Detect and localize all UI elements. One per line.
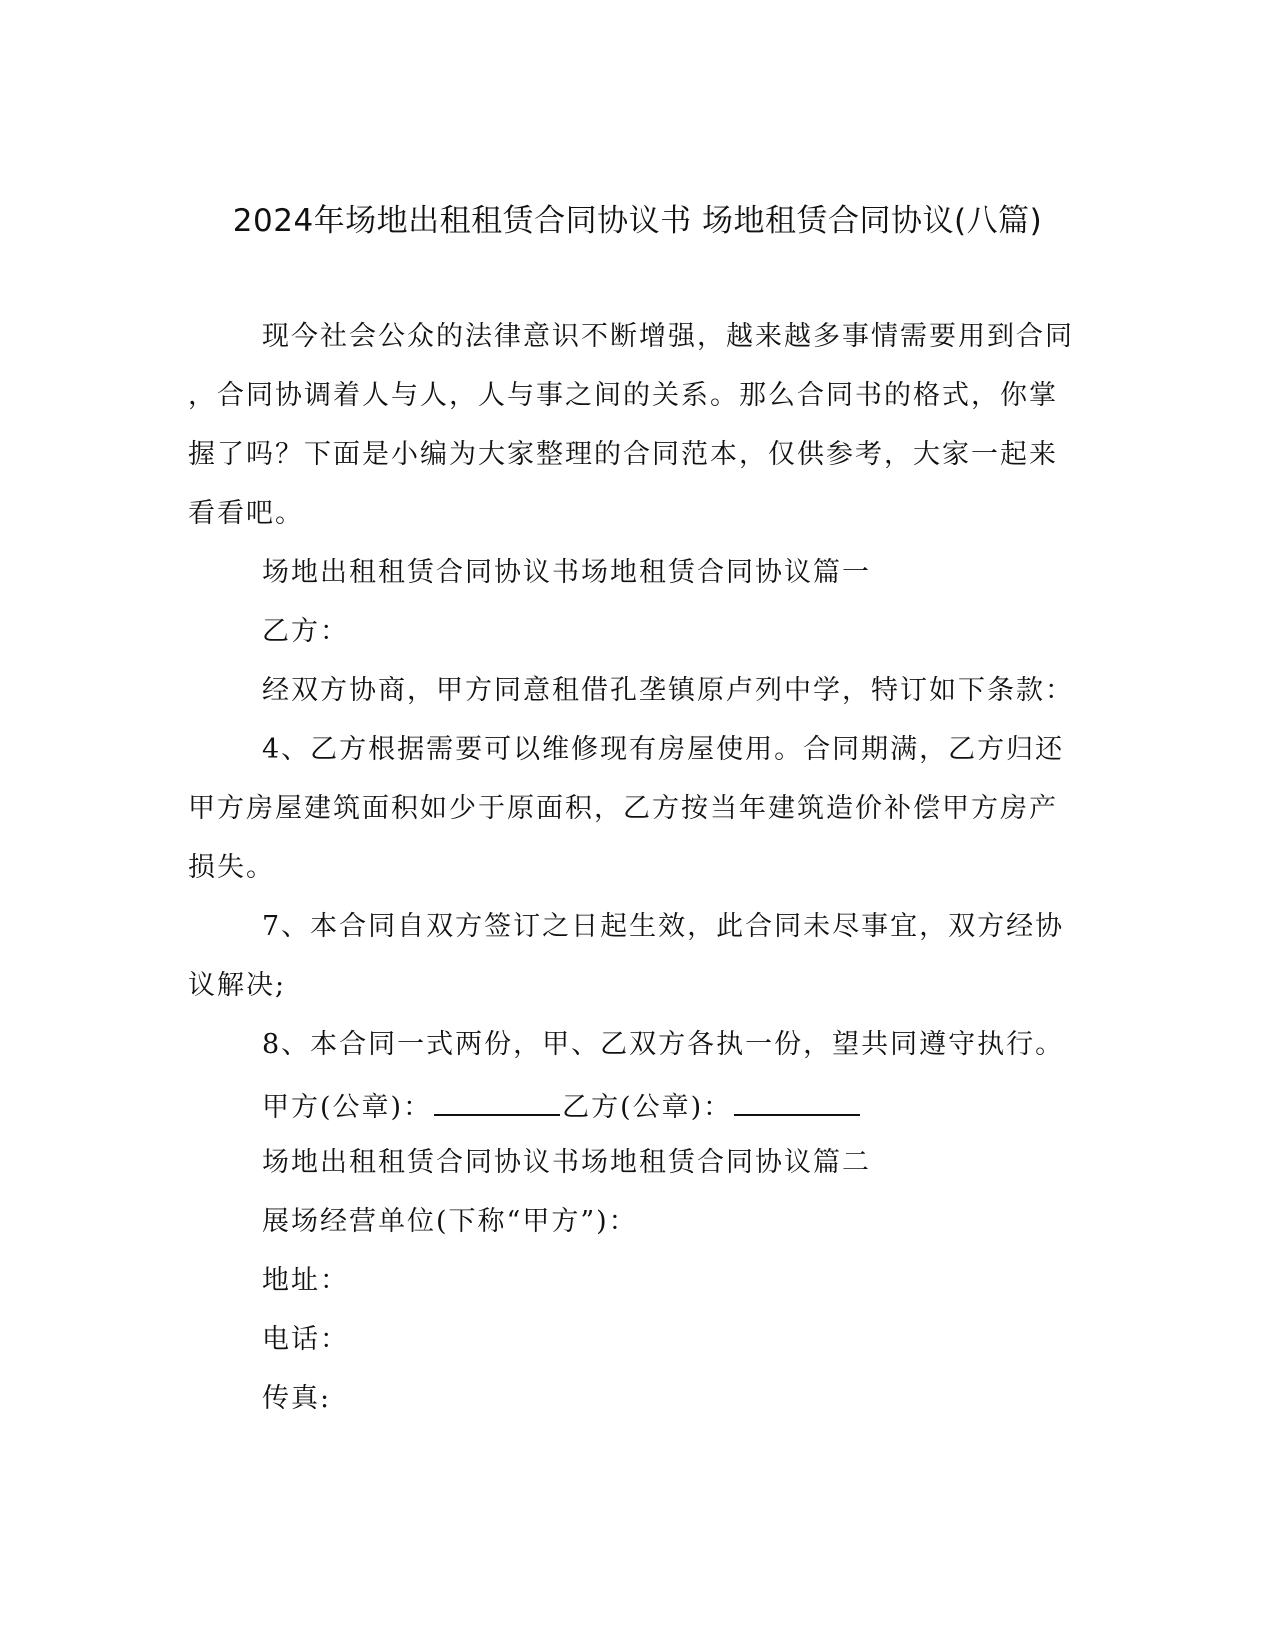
section-heading: 场地出租租赁合同协议书场地租赁合同协议篇一 [262,557,871,588]
party-b-seal-blank [734,1084,860,1116]
address-label: 地址： [262,1265,349,1296]
seal-line [262,1084,862,1128]
clause-line: 4、乙方根据需要可以维修现有房屋使用。合同期满，乙方归还 [262,734,1065,765]
agreement-line: 经双方协商，甲方同意租借孔垄镇原卢列中学，特订如下条款： [262,675,1074,706]
section-heading: 场地出租租赁合同协议书场地租赁合同协议篇二 [262,1147,871,1178]
operator-label: 展场经营单位(下称“甲方”)： [262,1206,638,1237]
clause-line: 损失。 [188,852,275,883]
clause-line: 7、本合同自双方签订之日起生效，此合同未尽事宜，双方经协 [262,911,1065,942]
clause-line: 甲方房屋建筑面积如少于原面积，乙方按当年建筑造价补偿甲方房产 [188,793,1058,824]
document-title: 2024年场地出租租赁合同协议书 场地租赁合同协议(八篇) [232,203,1043,239]
phone-label: 电话： [262,1324,349,1355]
fax-label: 传真: [262,1383,332,1414]
party-a-seal-blank [434,1084,560,1116]
clause-8: 8、本合同一式两份，甲、乙双方各执一份，望共同遵守执行。 [262,1029,1065,1060]
intro-line: 看看吧。 [188,498,304,529]
intro-line: 现今社会公众的法律意识不断增强，越来越多事情需要用到合同 [262,321,1074,352]
intro-line: ，合同协调着人与人，人与事之间的关系。那么合同书的格式，你掌 [188,380,1058,411]
intro-line: 握了吗？下面是小编为大家整理的合同范本，仅供参考，大家一起来 [188,439,1058,470]
party-b-label: 乙方： [262,616,349,647]
clause-line: 议解决; [188,970,287,1001]
party-b-seal-label: 乙方(公章)： [562,1092,733,1123]
party-a-seal-label: 甲方(公章)： [262,1092,433,1123]
